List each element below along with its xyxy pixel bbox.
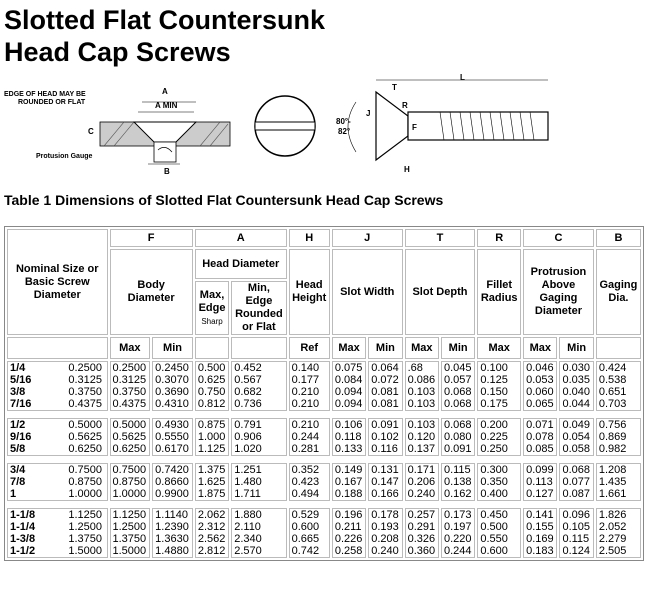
col-letter-B: B [596, 229, 641, 247]
angle-80: 80°- [336, 117, 351, 126]
nominal-fraction: 9/16 [10, 431, 32, 443]
cell-t-max: 0.171 0.206 0.240 [405, 463, 439, 501]
nominal-size-line [10, 419, 105, 431]
cell-b: 0.424 0.538 0.651 0.703 [596, 361, 641, 411]
col-letter-R: R [477, 229, 521, 247]
nominal-fraction: 1/4 [10, 362, 26, 374]
F-min-header: Min [152, 337, 193, 359]
fillet-radius-header: Fillet Radius [477, 249, 521, 335]
dim-R: R [402, 101, 408, 110]
nominal-fraction: 1-1/4 [10, 521, 36, 533]
edge-note-2: ROUNDED OR FLAT [18, 99, 86, 106]
nominal-size-cell [7, 463, 108, 501]
cell-t-min: 0.068 0.080 0.091 [441, 418, 475, 456]
nominal-decimal: 0.2500 [68, 362, 102, 374]
R-max-header: Max [477, 337, 521, 359]
dim-F: F [412, 123, 417, 132]
group-gap [7, 413, 641, 416]
cell-j-min: 0.091 0.102 0.116 [368, 418, 402, 456]
T-max-header: Max [405, 337, 439, 359]
nominal-sub-blank [7, 337, 108, 359]
dim-L: L [460, 73, 465, 82]
head-diameter-header: Head Diameter [195, 249, 287, 279]
slot-depth-header: Slot Depth [405, 249, 476, 335]
cell-j-min: 0.131 0.147 0.166 [368, 463, 402, 501]
nominal-decimal: 0.4375 [68, 398, 102, 410]
nominal-size-line [10, 362, 105, 374]
cell-r-max: 0.300 0.350 0.400 [477, 463, 521, 501]
A-max-sub-blank [195, 337, 229, 359]
col-letter-J: J [332, 229, 403, 247]
body-diameter-header: Body Diameter [110, 249, 193, 335]
min-edge-header: Min, Edge Rounded or Flat [231, 281, 286, 335]
nominal-size-line [10, 476, 105, 488]
nominal-size-line [10, 488, 105, 500]
dim-T: T [392, 83, 397, 92]
protrusion-label: Protusion Gauge [36, 153, 93, 160]
nominal-fraction: 7/16 [10, 398, 32, 410]
cell-a-min: 0.452 0.567 0.682 0.736 [231, 361, 286, 411]
dim-J: J [366, 109, 371, 118]
cell-t-min: 0.173 0.197 0.220 0.244 [441, 508, 475, 558]
nominal-size-cell [7, 418, 108, 456]
J-max-header: Max [332, 337, 366, 359]
countersink-view [4, 87, 230, 176]
title-line-2: Head Cap Screws [4, 37, 231, 67]
sharp-label: Sharp [201, 316, 223, 326]
nominal-decimal: 0.3125 [68, 374, 102, 386]
nominal-size-line [10, 443, 105, 455]
nominal-fraction: 5/8 [10, 443, 26, 455]
nominal-fraction: 3/4 [10, 464, 26, 476]
nominal-decimal: 1.3750 [68, 533, 102, 545]
col-letter-H: H [289, 229, 330, 247]
table-body [7, 361, 641, 558]
nominal-decimal: 1.2500 [68, 521, 102, 533]
cell-f-max: 0.7500 0.8750 1.0000 [110, 463, 151, 501]
screw-side-view [336, 73, 548, 174]
A-min-sub-blank [231, 337, 286, 359]
nominal-fraction: 1 [10, 488, 17, 500]
cell-j-max: 0.075 0.084 0.094 0.094 [332, 361, 366, 411]
cell-a-max: 0.875 1.000 1.125 [195, 418, 229, 456]
C-max-header: Max [523, 337, 557, 359]
nominal-header: Nominal Size or Basic Screw Diameter [7, 229, 108, 335]
C-min-header: Min [559, 337, 593, 359]
cell-f-max: 0.2500 0.3125 0.3750 0.4375 [110, 361, 151, 411]
nominal-size-line [10, 545, 105, 557]
B-sub-blank [596, 337, 641, 359]
H-ref-header: Ref [289, 337, 330, 359]
angle-82: 82° [338, 127, 351, 136]
cell-c-min: 0.068 0.077 0.087 [559, 463, 593, 501]
col-letter-C: C [523, 229, 594, 247]
cell-h-ref: 0.140 0.177 0.210 0.210 [289, 361, 330, 411]
cell-h-ref: 0.352 0.423 0.494 [289, 463, 330, 501]
cell-t-max: 0.103 0.120 0.137 [405, 418, 439, 456]
edge-note-1: EDGE OF HEAD MAY BE [4, 91, 86, 98]
cell-f-max: 1.1250 1.2500 1.3750 1.5000 [110, 508, 151, 558]
cell-t-min: 0.115 0.138 0.162 [441, 463, 475, 501]
table-row [7, 418, 641, 456]
table-caption: Table 1 Dimensions of Slotted Flat Countersunk Head Cap Screws [4, 192, 444, 208]
nominal-fraction: 1/2 [10, 419, 26, 431]
cell-f-min: 0.7420 0.8660 0.9900 [152, 463, 193, 501]
cell-a-max: 0.500 0.625 0.750 0.812 [195, 361, 229, 411]
nominal-decimal: 1.0000 [68, 488, 102, 500]
dimensions-table [4, 226, 644, 561]
cell-j-min: 0.178 0.193 0.208 0.240 [368, 508, 402, 558]
screw-diagrams [0, 72, 650, 184]
nominal-decimal: 0.8750 [68, 476, 102, 488]
J-min-header: Min [368, 337, 402, 359]
dim-H: H [404, 165, 410, 174]
cell-j-max: 0.106 0.118 0.133 [332, 418, 366, 456]
cell-f-min: 0.4930 0.5550 0.6170 [152, 418, 193, 456]
cell-t-max: 0.257 0.291 0.326 0.360 [405, 508, 439, 558]
cell-t-min: 0.045 0.057 0.068 0.068 [441, 361, 475, 411]
nominal-size-cell [7, 361, 108, 411]
nominal-decimal: 0.7500 [68, 464, 102, 476]
table-row [7, 463, 641, 501]
slot-width-header: Slot Width [332, 249, 403, 335]
table-row [7, 508, 641, 558]
nominal-size-line [10, 374, 105, 386]
cell-f-min: 0.2450 0.3070 0.3690 0.4310 [152, 361, 193, 411]
nominal-fraction: 5/16 [10, 374, 32, 386]
head-top-view [255, 96, 315, 156]
cell-j-min: 0.064 0.072 0.081 0.081 [368, 361, 402, 411]
cell-c-max: 0.141 0.155 0.169 0.183 [523, 508, 557, 558]
nominal-fraction: 1-1/8 [10, 509, 36, 521]
nominal-size-line [10, 509, 105, 521]
cell-j-max: 0.196 0.211 0.226 0.258 [332, 508, 366, 558]
dim-C: C [88, 127, 94, 136]
cell-h-ref: 0.210 0.244 0.281 [289, 418, 330, 456]
cell-j-max: 0.149 0.167 0.188 [332, 463, 366, 501]
title-line-1: Slotted Flat Countersunk [4, 5, 326, 35]
nominal-decimal: 0.6250 [68, 443, 102, 455]
T-min-header: Min [441, 337, 475, 359]
nominal-decimal: 1.5000 [68, 545, 102, 557]
cell-r-max: 0.450 0.500 0.550 0.600 [477, 508, 521, 558]
cell-f-max: 0.5000 0.5625 0.6250 [110, 418, 151, 456]
dim-A-min: A MIN [155, 101, 178, 110]
gaging-header: Gaging Dia. [596, 249, 641, 335]
cell-a-min: 1.251 1.480 1.711 [231, 463, 286, 501]
cell-c-max: 0.046 0.053 0.060 0.065 [523, 361, 557, 411]
cell-a-max: 2.062 2.312 2.562 2.812 [195, 508, 229, 558]
nominal-fraction: 1-1/2 [10, 545, 36, 557]
col-letter-A: A [195, 229, 287, 247]
cell-c-min: 0.049 0.054 0.058 [559, 418, 593, 456]
cell-a-min: 0.791 0.906 1.020 [231, 418, 286, 456]
nominal-decimal: 0.5625 [68, 431, 102, 443]
nominal-fraction: 1-3/8 [10, 533, 36, 545]
cell-r-max: 0.200 0.225 0.250 [477, 418, 521, 456]
cell-b: 1.826 2.052 2.279 2.505 [596, 508, 641, 558]
cell-c-max: 0.071 0.078 0.085 [523, 418, 557, 456]
cell-b: 1.208 1.435 1.661 [596, 463, 641, 501]
col-letter-F: F [110, 229, 193, 247]
nominal-size-line [10, 398, 105, 410]
group-gap [7, 503, 641, 506]
nominal-size-line [10, 431, 105, 443]
cell-r-max: 0.100 0.125 0.150 0.175 [477, 361, 521, 411]
F-max-header: Max [110, 337, 151, 359]
nominal-size-line [10, 533, 105, 545]
cell-c-max: 0.099 0.113 0.127 [523, 463, 557, 501]
head-height-header: Head Height [289, 249, 330, 335]
protrusion-header: Protrusion Above Gaging Diameter [523, 249, 594, 335]
cell-h-ref: 0.529 0.600 0.665 0.742 [289, 508, 330, 558]
cell-c-min: 0.030 0.035 0.040 0.044 [559, 361, 593, 411]
page-title [4, 4, 325, 68]
nominal-decimal: 0.5000 [68, 419, 102, 431]
nominal-size-line [10, 464, 105, 476]
nominal-decimal: 0.3750 [68, 386, 102, 398]
cell-f-min: 1.1140 1.2390 1.3630 1.4880 [152, 508, 193, 558]
cell-c-min: 0.096 0.105 0.115 0.124 [559, 508, 593, 558]
max-edge-header [195, 281, 229, 335]
cell-t-max: .68 0.086 0.103 0.103 [405, 361, 439, 411]
group-gap [7, 458, 641, 461]
dim-A: A [162, 87, 168, 96]
cell-a-min: 1.880 2.110 2.340 2.570 [231, 508, 286, 558]
cell-b: 0.756 0.869 0.982 [596, 418, 641, 456]
col-letter-T: T [405, 229, 476, 247]
cell-a-max: 1.375 1.625 1.875 [195, 463, 229, 501]
nominal-fraction: 3/8 [10, 386, 26, 398]
dim-B: B [164, 167, 170, 176]
nominal-fraction: 7/8 [10, 476, 26, 488]
nominal-size-line [10, 521, 105, 533]
nominal-decimal: 1.1250 [68, 509, 102, 521]
max-edge-label: Max, Edge [198, 288, 226, 314]
nominal-size-line [10, 386, 105, 398]
table-row [7, 361, 641, 411]
nominal-size-cell [7, 508, 108, 558]
